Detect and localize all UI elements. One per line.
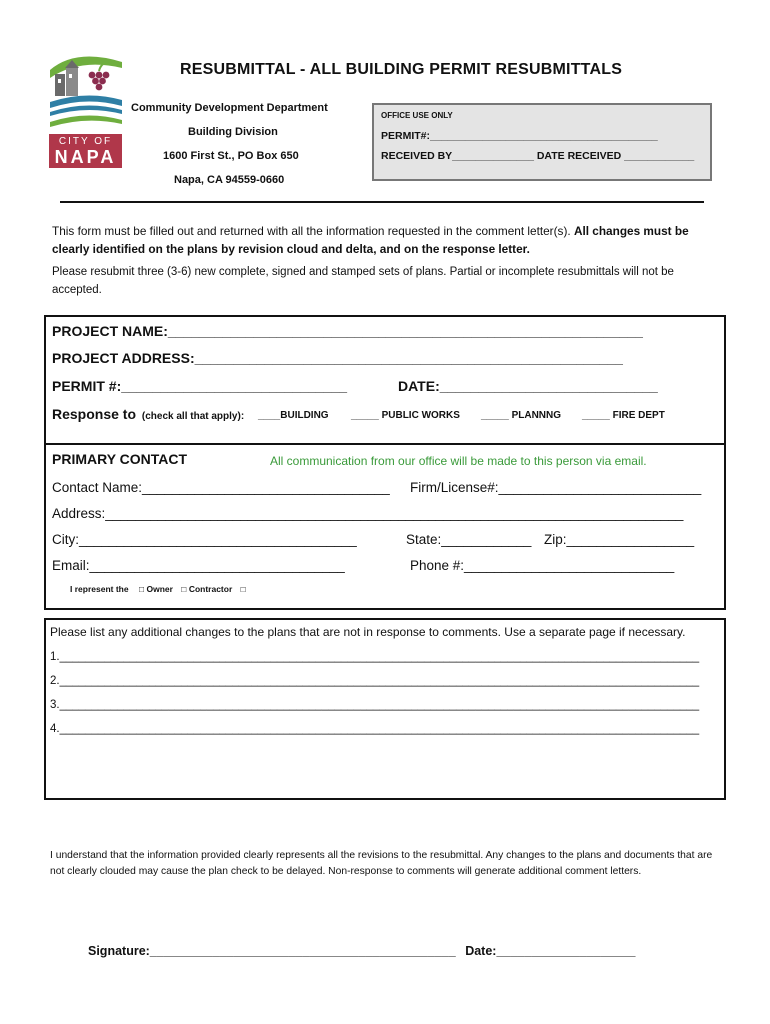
- permit-number-field[interactable]: PERMIT #:_____________________________: [52, 378, 348, 394]
- project-name-field[interactable]: PROJECT NAME:_____________________________________________________________: [52, 323, 643, 339]
- checkbox-icon[interactable]: □: [181, 584, 187, 594]
- response-option-public-works[interactable]: _____ PUBLIC WORKS: [351, 410, 460, 421]
- project-date-field[interactable]: DATE:____________________________: [398, 378, 658, 394]
- checkbox-icon[interactable]: □: [240, 584, 246, 594]
- contact-address-field[interactable]: Address:_____________________________________________________________________________: [52, 506, 684, 521]
- state-field[interactable]: State:____________: [406, 532, 532, 547]
- response-to-row: [52, 406, 244, 422]
- resubmit-note: Please resubmit three (3-6) new complete, signed and stamped sets of plans. Partial or incomplete resubmittals will not be accepted.: [52, 266, 674, 296]
- change-line-4[interactable]: 4.____________________________________________________________________________________________________: [50, 723, 700, 735]
- division-name: Building Division: [188, 126, 278, 138]
- represent-label: I represent the: [70, 584, 129, 594]
- header-divider: [60, 201, 704, 203]
- page-title: RESUBMITTAL - ALL BUILDING PERMIT RESUBMITTALS: [180, 61, 623, 78]
- office-use-label: OFFICE USE ONLY: [381, 111, 453, 120]
- email-field[interactable]: Email:__________________________________: [52, 558, 345, 573]
- response-option-planning[interactable]: _____ PLANNNG: [481, 410, 562, 421]
- response-hint: (check all that apply):: [141, 411, 245, 422]
- logo-text-city-of: CITY OF: [58, 136, 113, 147]
- checkbox-icon[interactable]: □: [138, 584, 145, 594]
- change-line-3[interactable]: 3.____________________________________________________________________________________________________: [50, 699, 700, 711]
- signature-date-field[interactable]: Date:____________________: [465, 944, 636, 958]
- intro-text: This form must be filled out and returned with all the information requested in the comment letter(s).: [52, 224, 574, 238]
- additional-changes-box: [44, 618, 726, 800]
- logo-text-napa: NAPA: [54, 147, 117, 167]
- contact-note: All communication from our office will be made to this person via email.: [270, 454, 647, 468]
- response-option-building[interactable]: ____BUILDING: [258, 410, 329, 421]
- dept-city: Napa, CA 94559-0660: [174, 174, 285, 186]
- signature-row: [88, 944, 635, 958]
- city-field[interactable]: City:_____________________________________: [52, 532, 357, 547]
- project-info-box: [44, 315, 726, 445]
- response-option-fire-dept[interactable]: _____ FIRE DEPT: [582, 410, 665, 421]
- signature-field[interactable]: Signature:____________________________________________: [88, 944, 456, 958]
- office-received-field[interactable]: RECEIVED BY______________ DATE RECEIVED ____________: [381, 150, 695, 162]
- certification-statement: I understand that the information provided clearly represents all the revisions to the resubmittal. Any changes to the plans and documents that are not clearly clouded may cause the plan check to be delayed. Non-response to comments will generate additional comment letters.: [50, 850, 713, 877]
- firm-license-field[interactable]: Firm/License#:___________________________: [410, 480, 702, 495]
- dept-name: Community Development Department: [131, 102, 328, 114]
- response-label: Response to: [52, 406, 137, 422]
- contractor-label: Contractor: [188, 584, 233, 594]
- office-permit-field[interactable]: PERMIT#:_______________________________________: [381, 130, 658, 142]
- intro-paragraph: [52, 222, 722, 258]
- office-use-box: [372, 103, 712, 181]
- primary-contact-box: [44, 443, 726, 610]
- change-line-1[interactable]: 1.____________________________________________________________________________________________________: [50, 651, 700, 663]
- city-logo: [46, 50, 124, 170]
- project-address-field[interactable]: PROJECT ADDRESS:_______________________________________________________: [52, 350, 623, 366]
- changes-instruction: Please list any additional changes to the plans that are not in response to comments. Use a separate page if necessary.: [50, 625, 686, 639]
- phone-field[interactable]: Phone #:____________________________: [410, 558, 675, 573]
- zip-field[interactable]: Zip:_________________: [544, 532, 695, 547]
- intro-emphasis: All changes must be clearly identified on the plans by revision cloud and delta, and on the response letter.: [52, 224, 689, 256]
- change-line-2[interactable]: 2.____________________________________________________________________________________________________: [50, 675, 700, 687]
- represent-row: [70, 584, 246, 594]
- contact-name-field[interactable]: Contact Name:_________________________________: [52, 480, 390, 495]
- owner-label: Owner: [146, 584, 173, 594]
- primary-contact-heading: PRIMARY CONTACT: [52, 451, 188, 467]
- dept-street: 1600 First St., PO Box 650: [163, 150, 299, 162]
